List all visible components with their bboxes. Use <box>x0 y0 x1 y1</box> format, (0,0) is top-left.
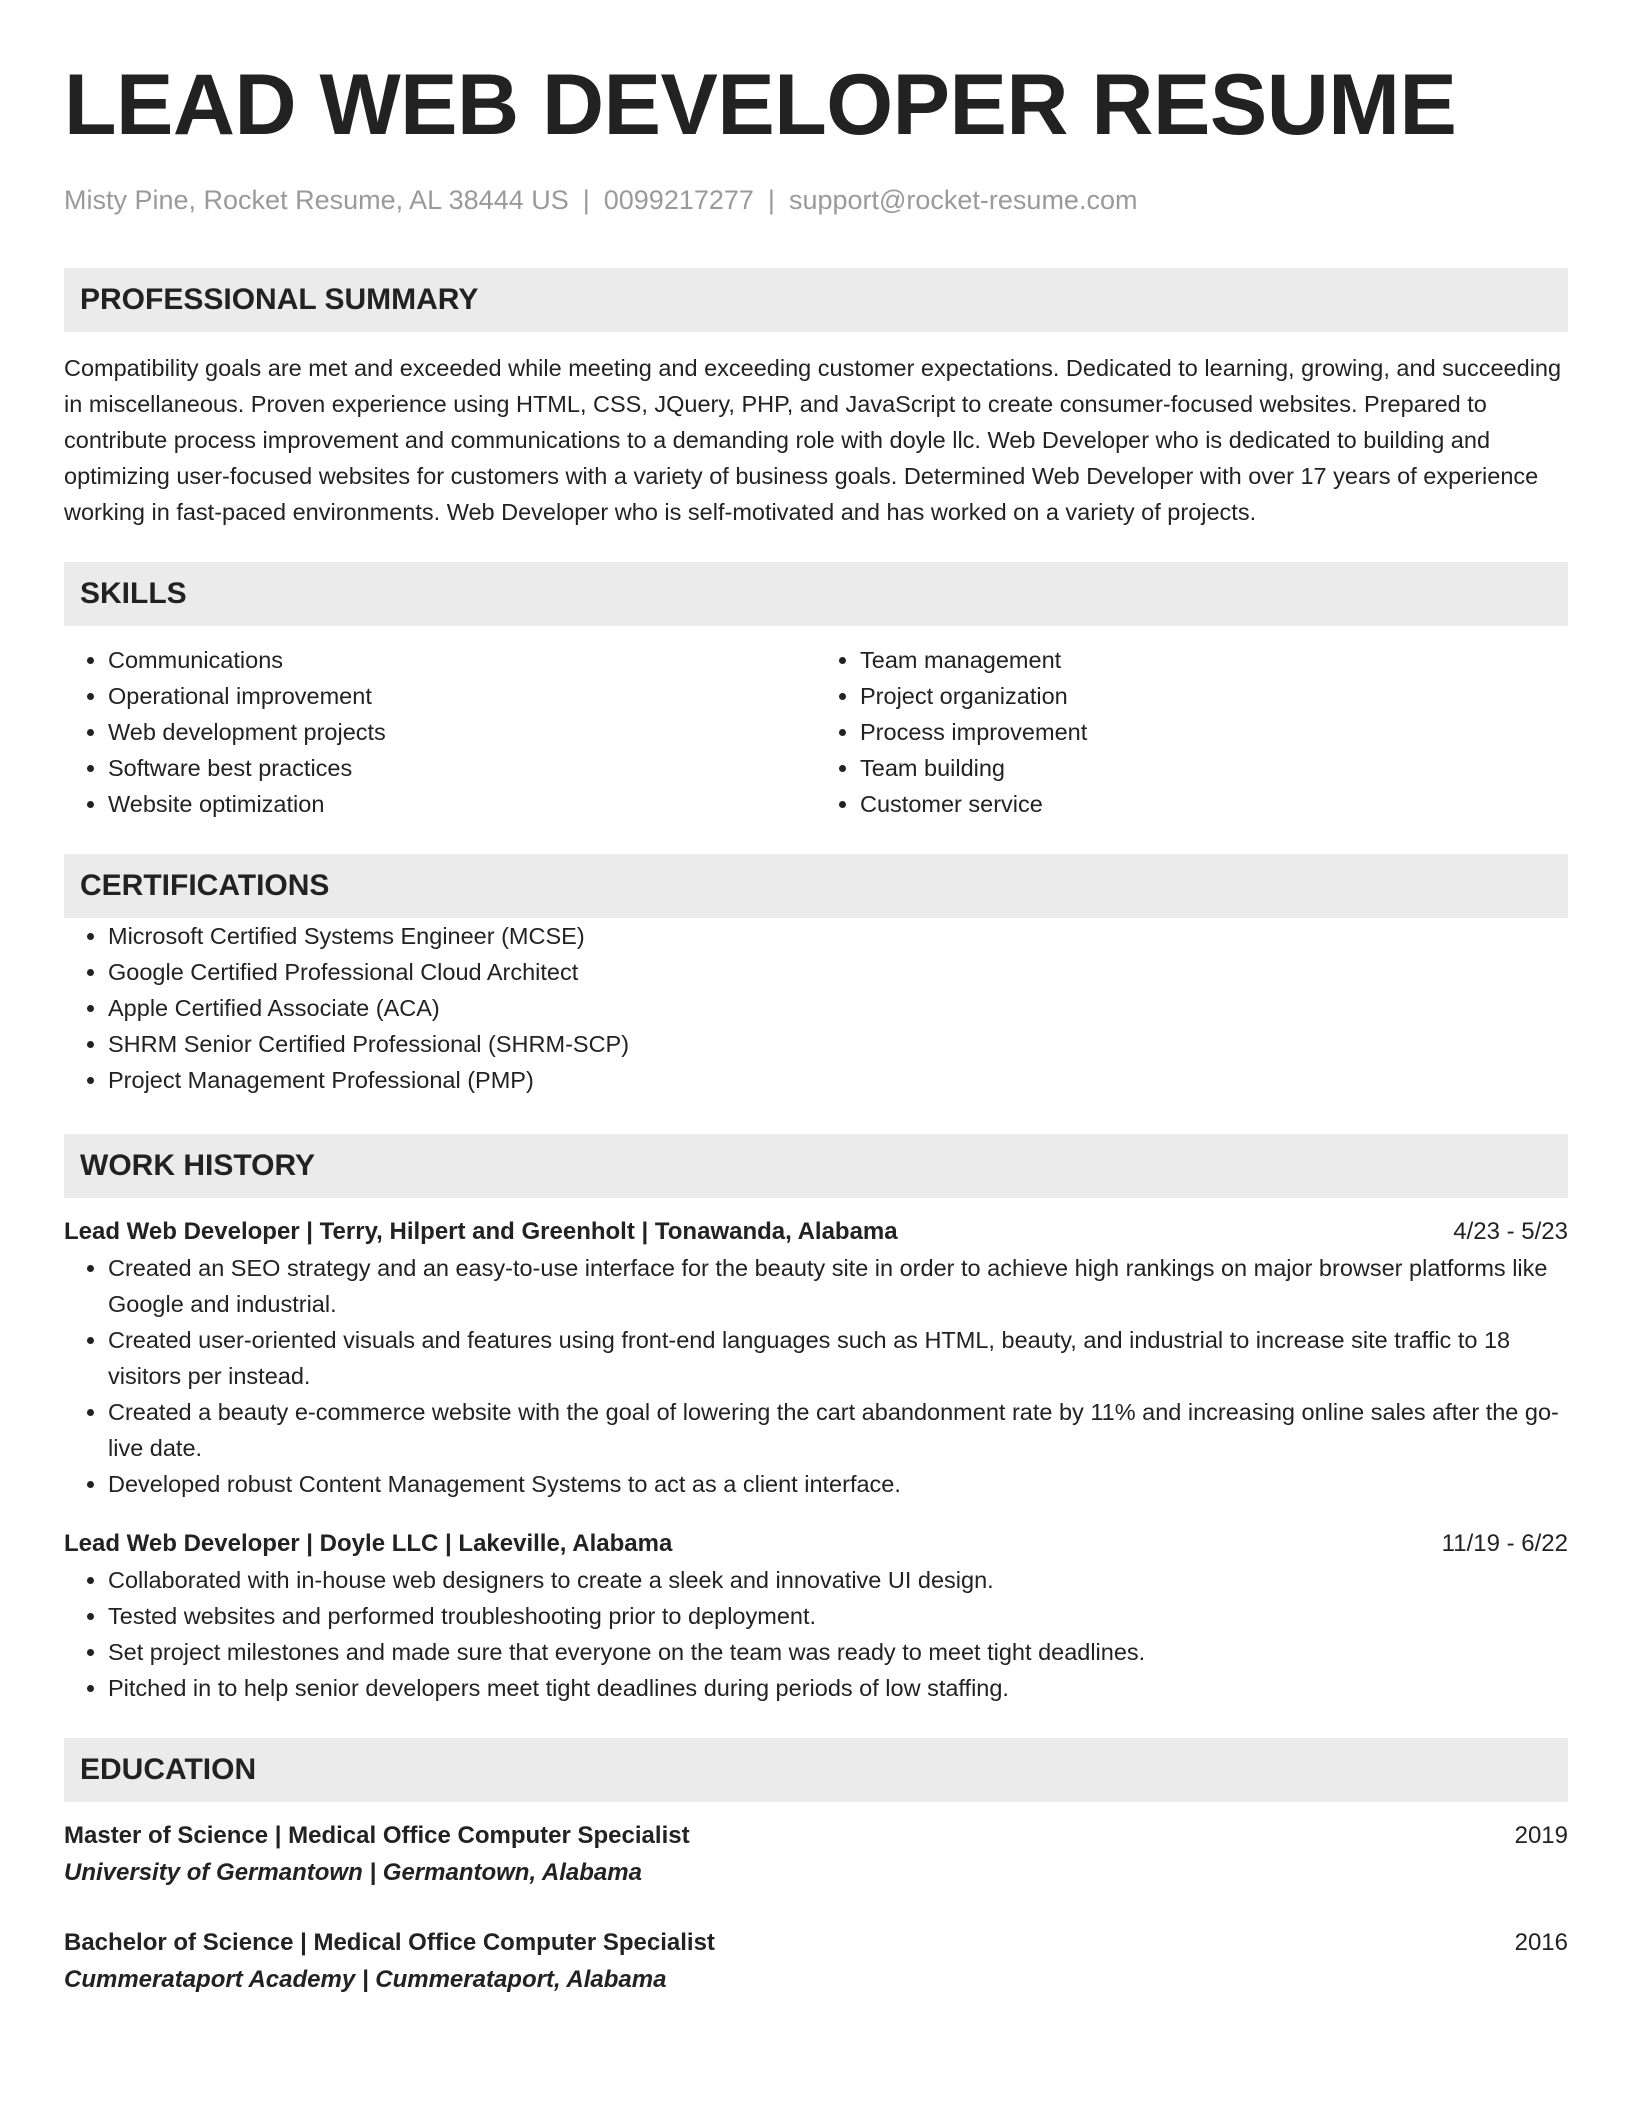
skill-item: • Customer service <box>860 786 1568 822</box>
degree-title: Master of Science | Medical Office Computer Specialist <box>64 1822 690 1849</box>
job-title: Lead Web Developer | Doyle LLC | Lakeville, Alabama <box>64 1530 673 1557</box>
resume-title: LEAD WEB DEVELOPER RESUME <box>64 57 1457 153</box>
certification-item: • Google Certified Professional Cloud Architect <box>108 954 1568 990</box>
job-bullets <box>64 1562 1568 1706</box>
section-heading-skills: SKILLS <box>64 562 1568 626</box>
skill-item: • Software best practices <box>108 750 816 786</box>
skill-item: • Operational improvement <box>108 678 816 714</box>
graduation-year: 2016 <box>1514 1929 1568 1956</box>
job-header <box>64 1526 1568 1562</box>
contact-line <box>64 184 1568 216</box>
certification-item: • SHRM Senior Certified Professional (SHRM-SCP) <box>108 1026 1568 1062</box>
certification-item: • Apple Certified Associate (ACA) <box>108 990 1568 1026</box>
certification-item: • Microsoft Certified Systems Engineer (MCSE) <box>108 918 1568 954</box>
job-bullet: • Developed robust Content Management Systems to act as a client interface. <box>108 1466 1568 1502</box>
contact-separator: | <box>767 185 775 215</box>
skills-list-left <box>64 642 816 822</box>
section-heading-education: EDUCATION <box>64 1738 1568 1802</box>
job-bullets <box>64 1250 1568 1502</box>
job-bullet: • Set project milestones and made sure that everyone on the team was ready to meet tight deadlines. <box>108 1634 1568 1670</box>
certifications-list <box>64 918 1568 1098</box>
school-name: Cummerataport Academy | Cummerataport, Alabama <box>64 1966 667 1993</box>
education-header <box>64 1818 1568 1854</box>
skill-item: • Web development projects <box>108 714 816 750</box>
certification-item: • Project Management Professional (PMP) <box>108 1062 1568 1098</box>
skills-columns <box>64 642 1568 822</box>
school-name: University of Germantown | Germantown, Alabama <box>64 1859 642 1886</box>
job-dates: 11/19 - 6/22 <box>1441 1530 1568 1557</box>
job-header <box>64 1214 1568 1250</box>
skills-list-right <box>816 642 1568 822</box>
skill-item: • Project organization <box>860 678 1568 714</box>
skill-item: • Team building <box>860 750 1568 786</box>
skill-item: • Communications <box>108 642 816 678</box>
job-bullet: • Created an SEO strategy and an easy-to-use interface for the beauty site in order to achieve high rankings on major browser platforms like Google and industrial. <box>108 1250 1568 1322</box>
contact-address: Misty Pine, Rocket Resume, AL 38444 US <box>64 185 569 215</box>
summary-paragraph: Compatibility goals are met and exceeded while meeting and exceeding customer expectations. Dedicated to learning, growing, and succeeding in miscellaneous. Proven experience using HTML, CSS, JQuery, PHP, and JavaScript to create consumer-focused websites. Prepared to contribute process improvement and communications to a demanding role with doyle llc. Web Developer who is dedicated to building and optimizing user-focused websites for customers with a variety of business goals. Determined Web Developer with over 17 years of experience working in fast-paced environments. Web Developer who is self-motivated and has worked on a variety of projects. <box>64 355 1562 525</box>
section-heading-certifications: CERTIFICATIONS <box>64 854 1568 918</box>
degree-title: Bachelor of Science | Medical Office Computer Specialist <box>64 1929 715 1956</box>
section-heading-summary: PROFESSIONAL SUMMARY <box>64 268 1568 332</box>
contact-email: support@rocket-resume.com <box>788 185 1138 215</box>
job-bullet: • Created a beauty e-commerce website with the goal of lowering the cart abandonment rate by 11% and increasing online sales after the go-live date. <box>108 1394 1568 1466</box>
job-bullet: • Pitched in to help senior developers meet tight deadlines during periods of low staffing. <box>108 1670 1568 1706</box>
skill-item: • Team management <box>860 642 1568 678</box>
job-title: Lead Web Developer | Terry, Hilpert and Greenholt | Tonawanda, Alabama <box>64 1218 898 1245</box>
skill-item: • Website optimization <box>108 786 816 822</box>
section-heading-work-history: WORK HISTORY <box>64 1134 1568 1198</box>
job-bullet: • Collaborated with in-house web designers to create a sleek and innovative UI design. <box>108 1562 1568 1598</box>
graduation-year: 2019 <box>1514 1822 1568 1849</box>
contact-separator: | <box>582 185 590 215</box>
job-bullet: • Tested websites and performed troubleshooting prior to deployment. <box>108 1598 1568 1634</box>
skill-item: • Process improvement <box>860 714 1568 750</box>
job-bullet: • Created user-oriented visuals and features using front-end languages such as HTML, beauty, and industrial to increase site traffic to 18 visitors per instead. <box>108 1322 1568 1394</box>
contact-phone: 0099217277 <box>603 185 754 215</box>
education-header <box>64 1925 1568 1961</box>
job-dates: 4/23 - 5/23 <box>1453 1218 1568 1245</box>
